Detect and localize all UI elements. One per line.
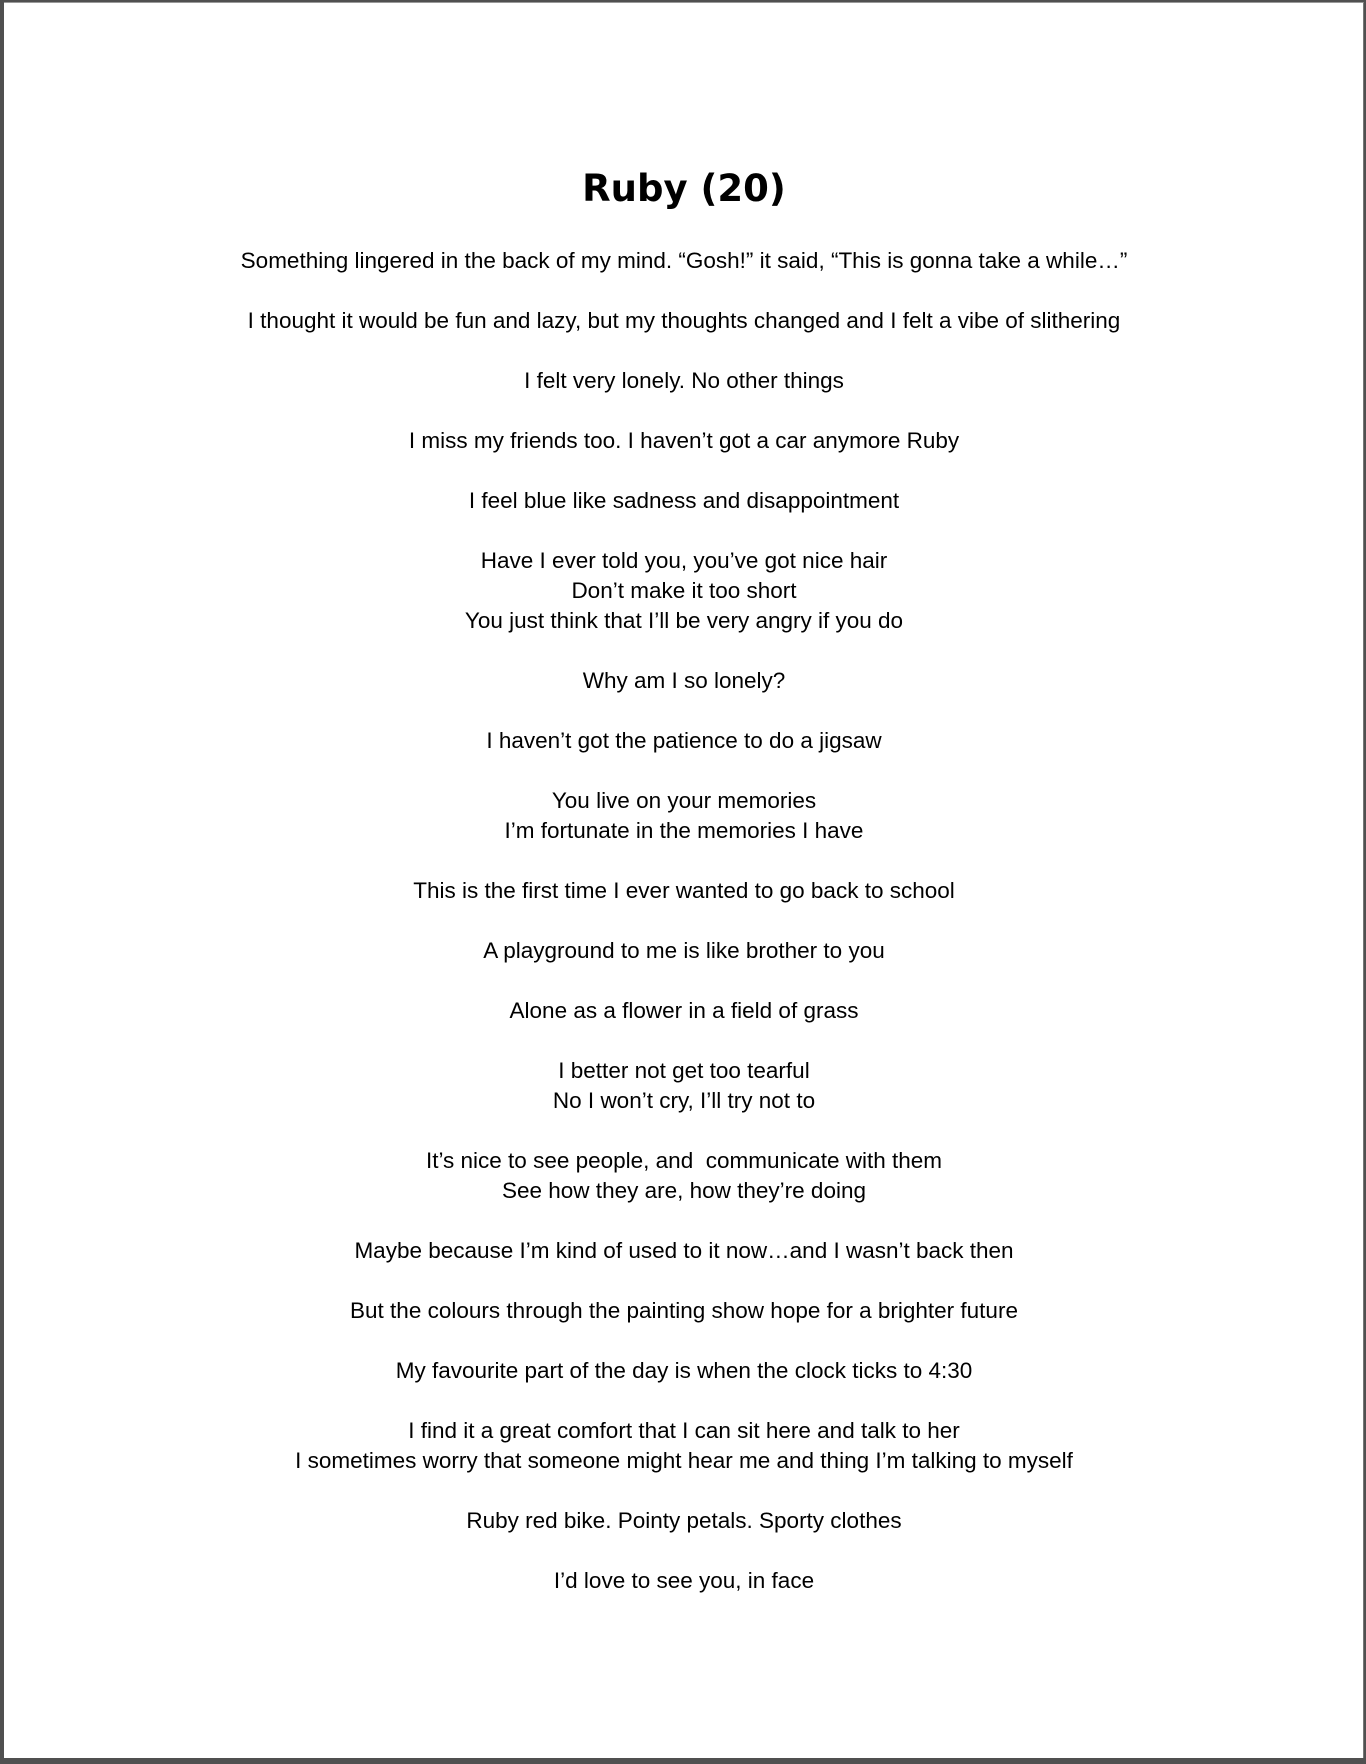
poem-line: But the colours through the painting show hope for a brighter future [350, 1298, 1018, 1323]
poem-stanza [4, 1506, 1364, 1536]
poem-line: It’s nice to see people, and communicate with them [425, 1148, 943, 1173]
poem-line: My favourite part of the day is when the clock ticks to 4:30 [395, 1358, 973, 1383]
poem-line: Why am I so lonely? [582, 668, 786, 693]
poem-line: Maybe because I’m kind of used to it now…and I wasn’t back then [354, 1238, 1014, 1263]
poem-stanza [4, 1566, 1364, 1596]
poem-stanza [4, 1146, 1364, 1206]
poem-line: Don’t make it too short [571, 578, 797, 603]
poem-stanza [4, 246, 1364, 276]
poem-line: See how they are, how they’re doing [502, 1178, 866, 1203]
poem-stanza [4, 1236, 1364, 1266]
poem-stanza [4, 786, 1364, 846]
poem-line: No I won’t cry, I’ll try not to [552, 1088, 816, 1113]
poem-line: I sometimes worry that someone might hear me and thing I’m talking to myself [295, 1448, 1073, 1473]
poem-line: I find it a great comfort that I can sit here and talk to her [408, 1418, 960, 1443]
poem-stanza [4, 1416, 1364, 1476]
poem-stanza [4, 726, 1364, 756]
poem-stanza [4, 486, 1364, 516]
poem-body [4, 246, 1364, 1626]
poem-stanza [4, 936, 1364, 966]
poem-stanza [4, 426, 1364, 456]
poem-stanza [4, 366, 1364, 396]
poem-line: I haven’t got the patience to do a jigsaw [486, 728, 882, 753]
poem-stanza [4, 666, 1364, 696]
poem-line: Alone as a flower in a field of grass [509, 998, 859, 1023]
poem-stanza [4, 306, 1364, 336]
poem-line: This is the first time I ever wanted to go back to school [413, 878, 955, 903]
poem-line: I miss my friends too. I haven’t got a car anymore Ruby [408, 428, 960, 453]
poem-line: You just think that I’ll be very angry if you do [464, 608, 904, 633]
poem-stanza [4, 1356, 1364, 1386]
poem-line: Have I ever told you, you’ve got nice hair [480, 548, 888, 573]
poem-line: Something lingered in the back of my mind. “Gosh!” it said, “This is gonna take a while…” [240, 248, 1128, 273]
document-page [4, 2, 1364, 1758]
poem-line: You live on your memories [551, 788, 817, 813]
poem-stanza [4, 876, 1364, 906]
poem-stanza [4, 996, 1364, 1026]
poem-stanza [4, 1296, 1364, 1326]
poem-line: I felt very lonely. No other things [524, 368, 844, 393]
poem-line: I better not get too tearful [558, 1058, 810, 1083]
poem-line: I feel blue like sadness and disappointment [468, 488, 900, 513]
poem-title: Ruby (20) [582, 167, 786, 210]
poem-stanza [4, 1056, 1364, 1116]
poem-stanza [4, 546, 1364, 636]
poem-line: Ruby red bike. Pointy petals. Sporty clothes [466, 1508, 902, 1533]
poem-line: A playground to me is like brother to you [483, 938, 885, 963]
poem-line: I’m fortunate in the memories I have [504, 818, 864, 843]
poem-line: I thought it would be fun and lazy, but my thoughts changed and I felt a vibe of slithering [247, 308, 1121, 333]
poem-line: I’d love to see you, in face [553, 1568, 815, 1593]
